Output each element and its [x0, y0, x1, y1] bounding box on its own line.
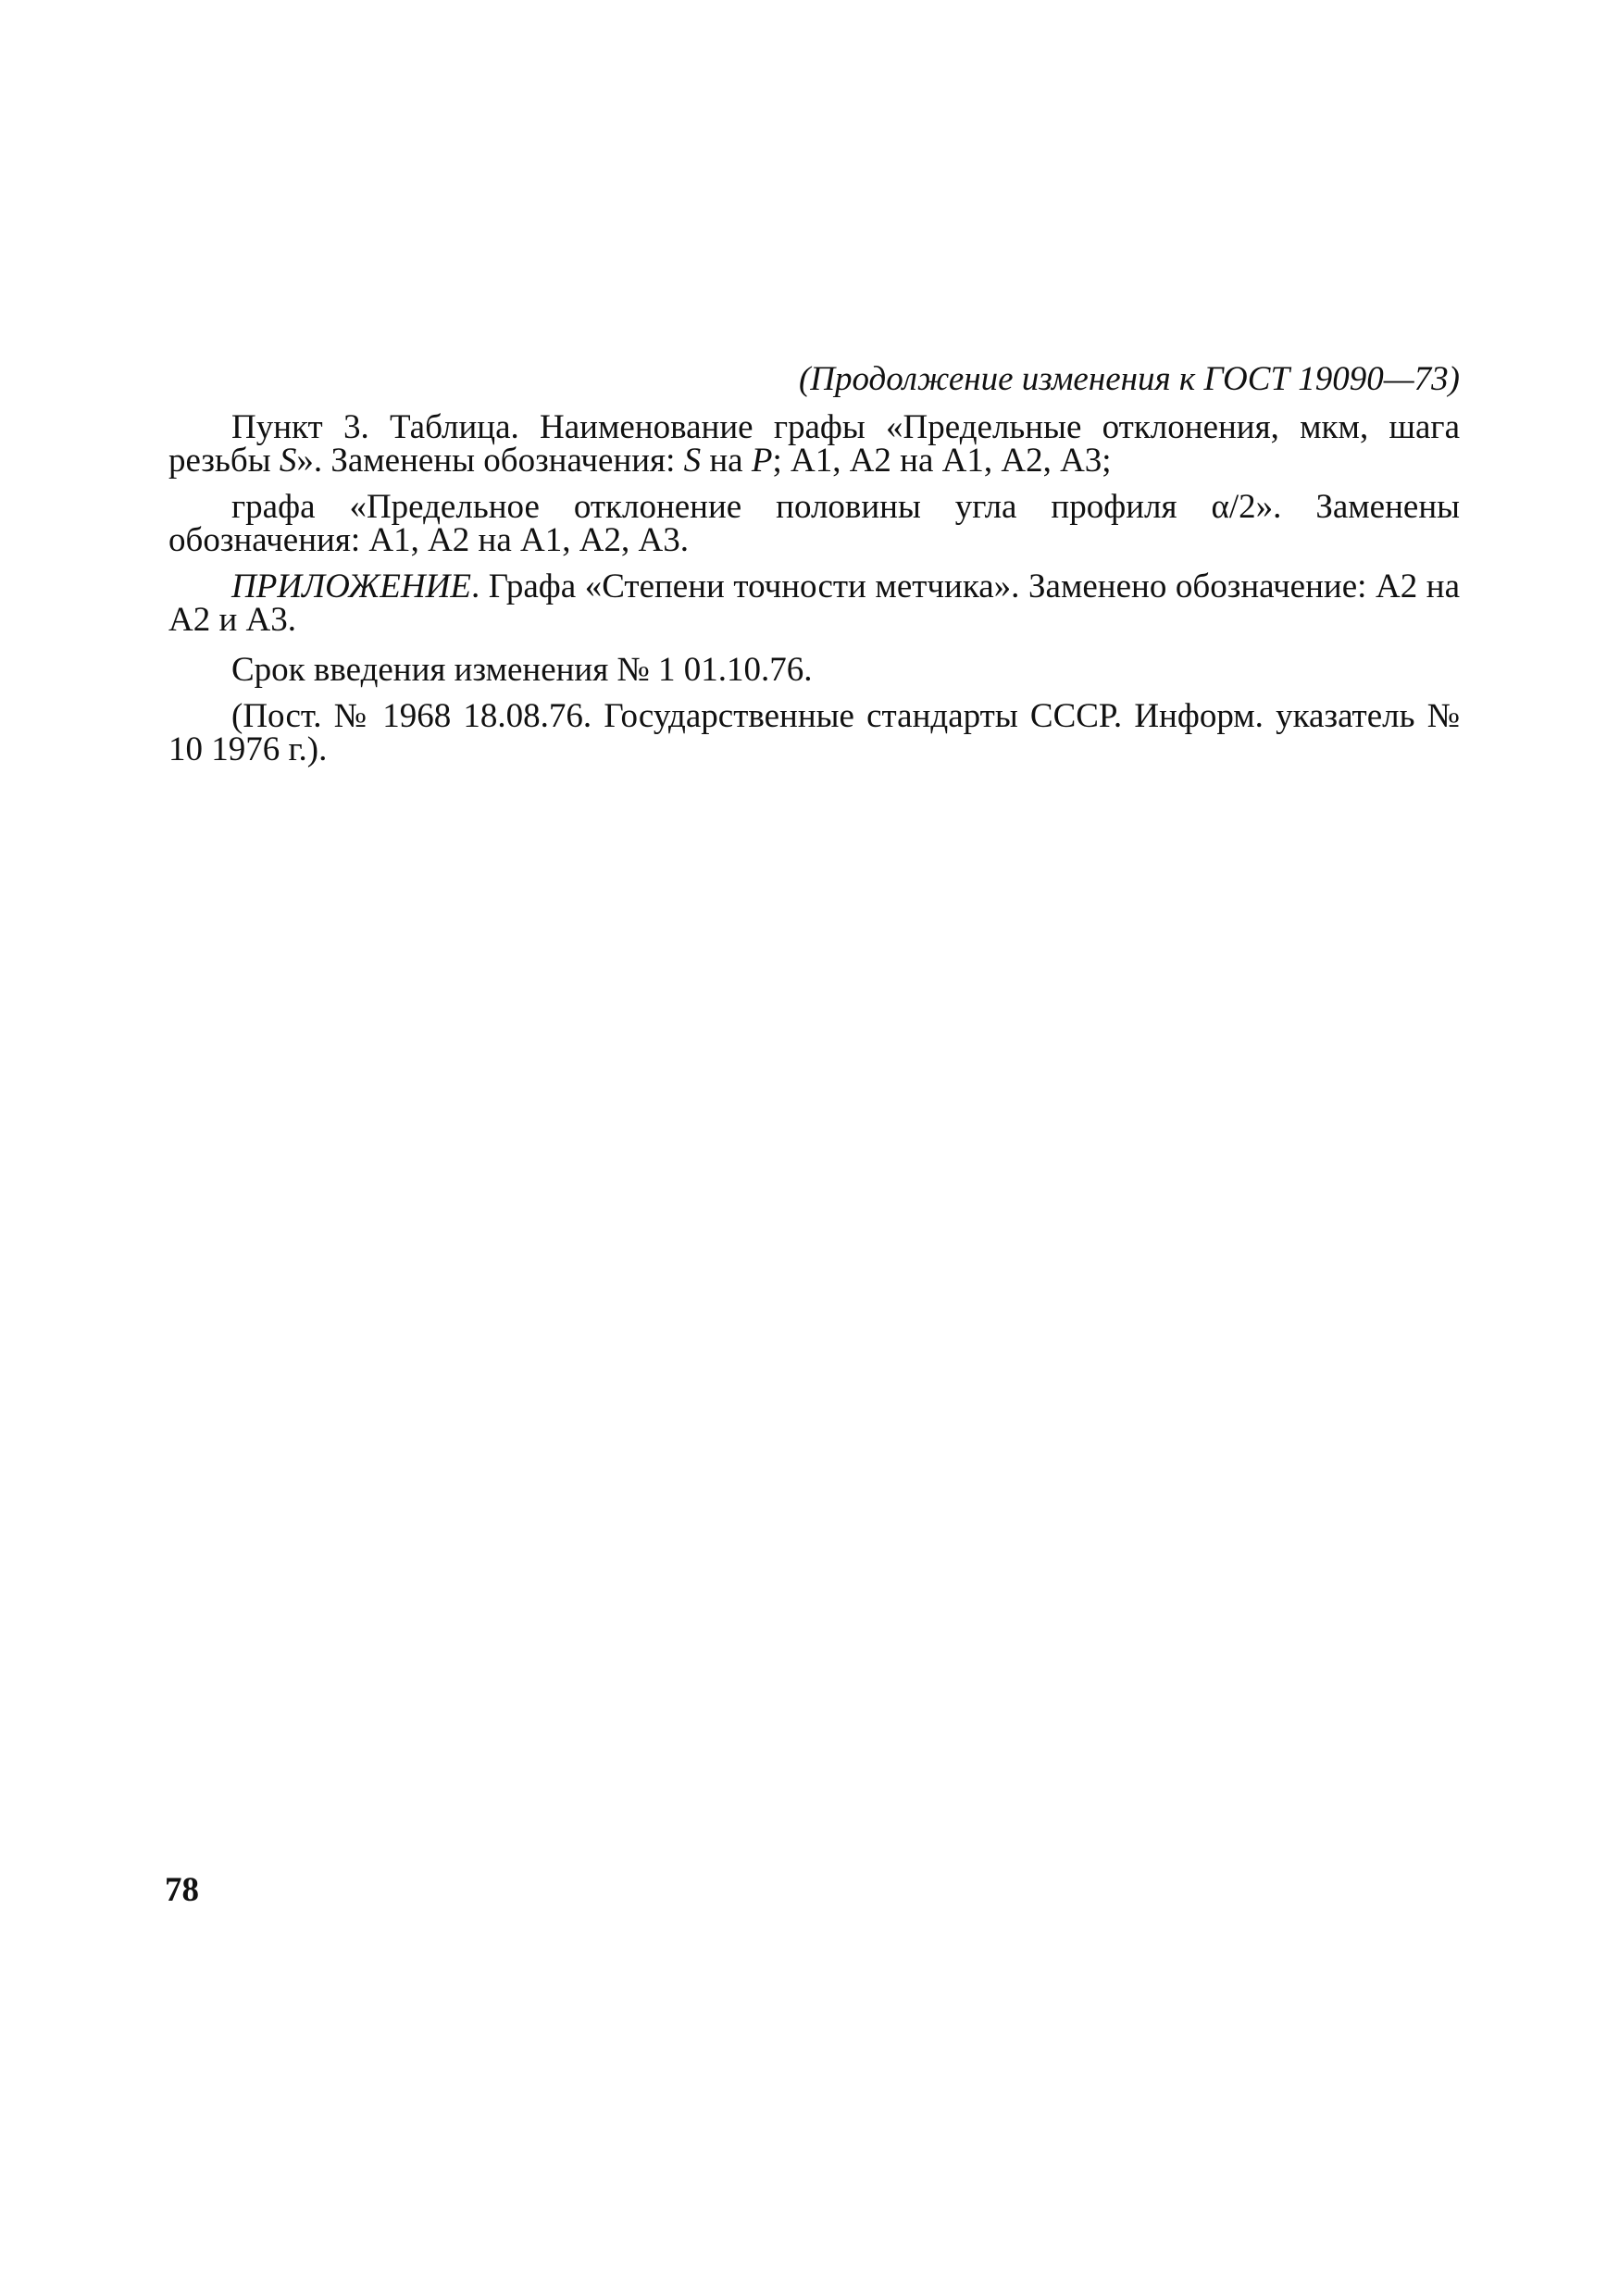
italic-symbol: S	[279, 442, 297, 480]
paragraph-resolution: (Пост. № 1968 18.08.76. Государственные стандарты СССР. Информ. указатель № 10 1976 г.).	[168, 697, 1460, 768]
paragraph-text: ; А1, А2 на А1, А2, А3;	[772, 442, 1112, 480]
page-content	[168, 359, 1460, 767]
paragraph-item-3	[168, 408, 1460, 480]
paragraph-text: ». Заменены обозначения:	[296, 442, 684, 480]
italic-symbol: S	[683, 442, 702, 480]
paragraph-effective-date: Срок введения изменения № 1 01.10.76.	[231, 651, 813, 689]
italic-symbol: P	[751, 442, 773, 480]
appendix-heading: ПРИЛОЖЕНИЕ	[231, 568, 471, 605]
paragraph-angle-column: графа «Предельное отклонение половины угла профиля α/2». Заменены обозначения: А1, А2 на А1, А2, А3.	[168, 488, 1460, 559]
paragraph-text: Пункт 3. Таблица. Наименование графы «Предельные отклонения, мкм, шага резьбы	[168, 408, 1460, 480]
continuation-header: (Продолжение изменения к ГОСТ 19090—73)	[798, 360, 1460, 398]
paragraph-appendix	[168, 570, 1460, 637]
paragraph-text: . Графа «Степени точности метчика». Заменено обозначение: А2 на А2 и А3.	[168, 568, 1460, 639]
page-number: 78	[165, 1871, 199, 1909]
paragraph-text: на	[701, 442, 752, 480]
